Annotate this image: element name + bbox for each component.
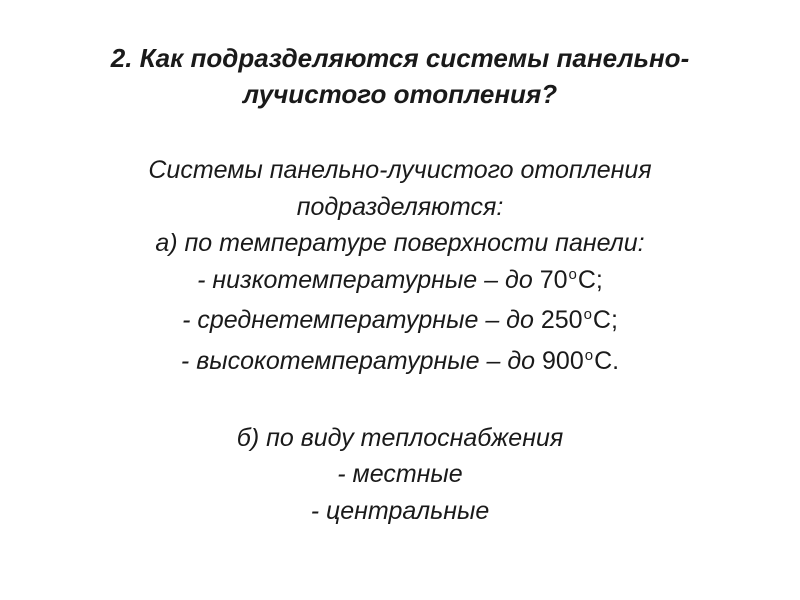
section-b-item-local: - местные	[337, 460, 463, 488]
slide-title	[40, 40, 760, 112]
section-b-heading: б) по виду теплоснабжения	[236, 423, 564, 452]
degree-sign: o	[584, 346, 594, 364]
slide-body	[40, 152, 760, 529]
temperature-unit: С.	[594, 346, 620, 375]
item-text: - среднетемпературные – до	[182, 306, 541, 334]
degree-sign: o	[583, 306, 592, 323]
temperature-value: 70	[539, 265, 568, 294]
title-line-2: лучистого отопления?	[242, 79, 558, 109]
intro-line-1: Системы панельно-лучистого отопления	[148, 156, 652, 184]
item-text: - высокотемпературные – до	[180, 346, 543, 375]
section-a-item-low	[40, 262, 760, 303]
temperature-unit: С;	[577, 265, 603, 294]
spacer	[40, 383, 760, 420]
section-b-item-central: - центральные	[310, 496, 490, 525]
section-a-heading: а) по температуре поверхности панели:	[155, 229, 645, 257]
section-a-item-medium	[40, 302, 760, 343]
temperature-value: 250	[540, 306, 583, 334]
temperature-value: 900	[542, 346, 584, 375]
temperature-unit: С;	[592, 306, 618, 334]
section-a-item-high	[40, 343, 760, 384]
item-text: - низкотемпературные – до	[197, 265, 540, 294]
intro-line-2: подразделяются:	[296, 192, 504, 221]
title-line-1: 2. Как подразделяются системы панельно-	[110, 43, 690, 73]
degree-sign: o	[568, 265, 577, 283]
